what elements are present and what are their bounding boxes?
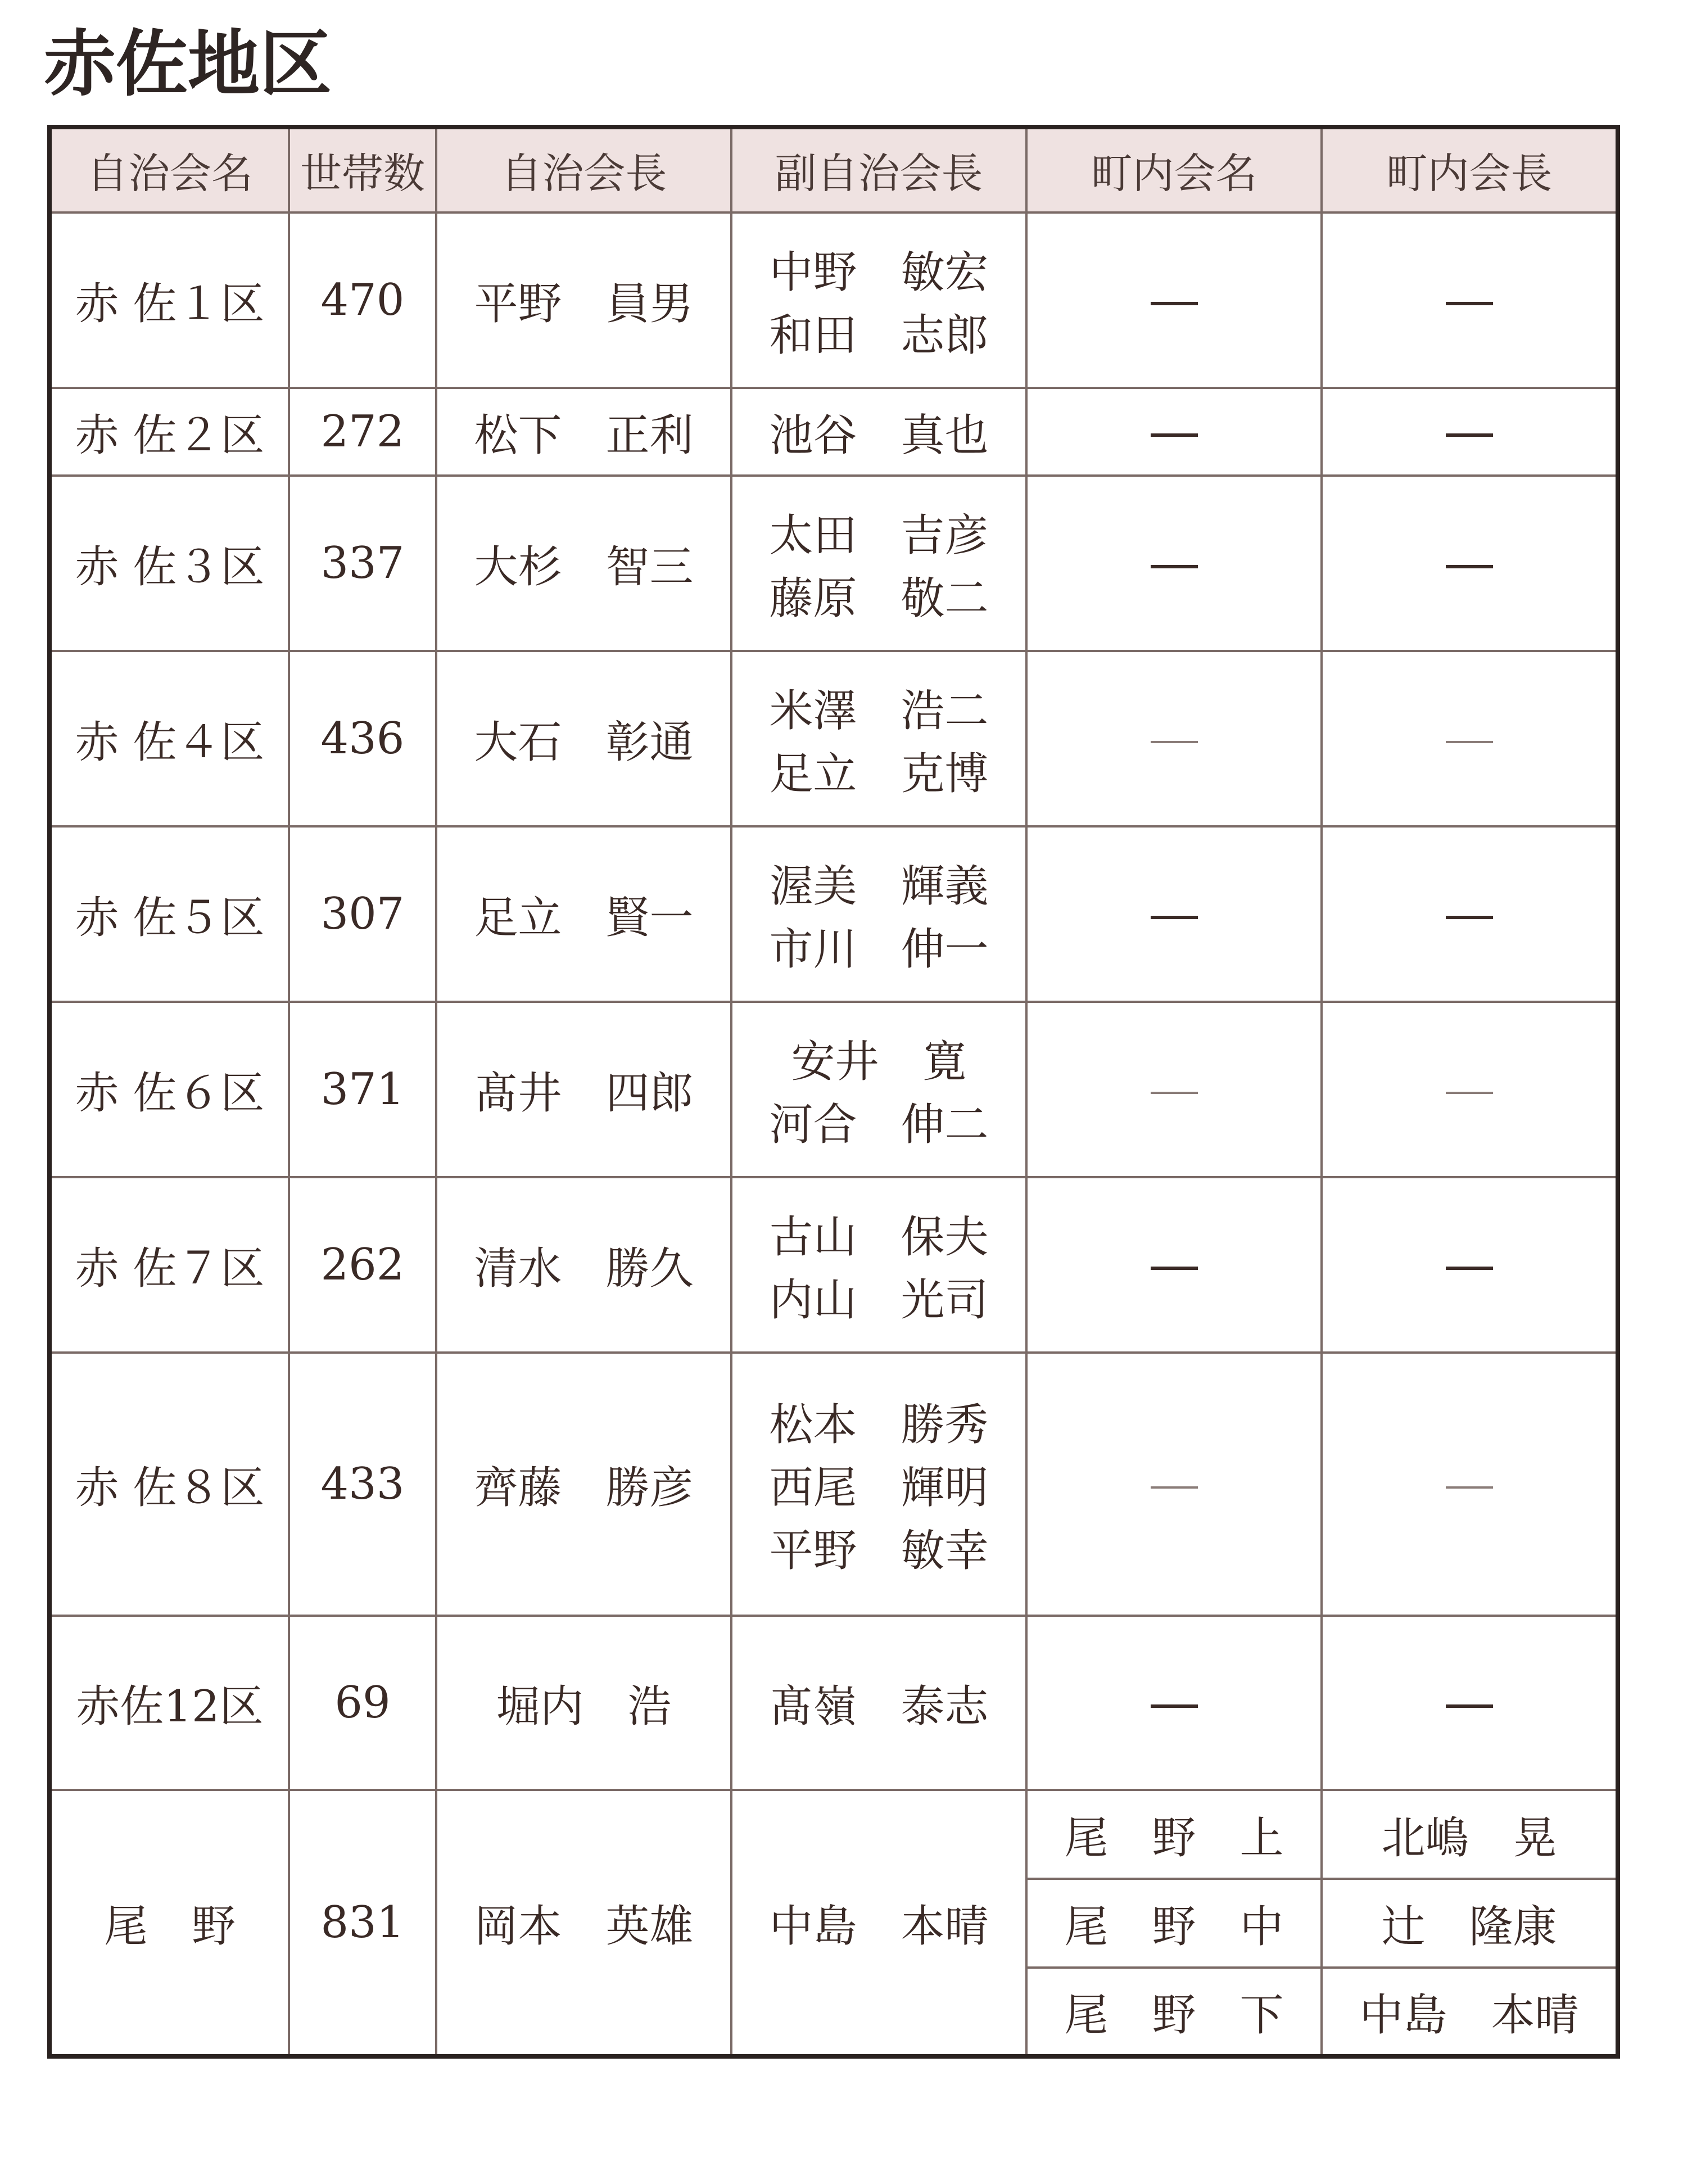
vice-chair-name: 足立 克博 xyxy=(769,749,989,799)
vice-chair-name: 古山 保夫 xyxy=(769,1212,989,1263)
households-cell: 307 xyxy=(289,826,436,1002)
vice-chair-name: 平野 敏幸 xyxy=(769,1526,989,1576)
chair-cell: 足立 賢一 xyxy=(436,826,731,1002)
vice-chair-name: 中野 敏宏 xyxy=(769,247,989,298)
town-name-cell: 尾 野 下 xyxy=(1026,1968,1322,2056)
empty-dash xyxy=(1446,433,1493,437)
town-head-cell: 辻 隆康 xyxy=(1322,1879,1618,1968)
area-name-cell: 赤 佐６区 xyxy=(49,1002,289,1177)
town-head-cell: 中島 本晴 xyxy=(1322,1968,1618,2056)
area-name-cell: 赤 佐７区 xyxy=(49,1177,289,1353)
empty-dash xyxy=(1446,916,1493,919)
vice-chair-cell xyxy=(731,388,1026,476)
area-name-cell: 赤 佐４区 xyxy=(49,651,289,826)
empty-dash xyxy=(1446,302,1493,305)
vice-chair-cell xyxy=(731,1353,1026,1616)
chair-cell: 髙井 四郎 xyxy=(436,1002,731,1177)
chair-cell: 大石 彰通 xyxy=(436,651,731,826)
empty-dash xyxy=(1151,1486,1198,1489)
area-name-cell: 赤 佐２区 xyxy=(49,388,289,476)
chair-cell: 松下 正利 xyxy=(436,388,731,476)
area-table xyxy=(47,125,1620,2059)
vice-chair-name: 西尾 輝明 xyxy=(769,1463,989,1513)
empty-dash xyxy=(1446,565,1493,568)
header-households: 世帯数 xyxy=(289,127,436,212)
vice-chair-cell xyxy=(731,1616,1026,1790)
town-head-cell xyxy=(1322,1353,1618,1616)
town-head-cell xyxy=(1322,476,1618,651)
town-head-cell xyxy=(1322,651,1618,826)
table-row xyxy=(49,212,1618,388)
households-cell: 436 xyxy=(289,651,436,826)
households-cell: 69 xyxy=(289,1616,436,1790)
chair-cell: 堀内 浩 xyxy=(436,1616,731,1790)
empty-dash xyxy=(1446,1267,1493,1270)
town-head-cell xyxy=(1322,1177,1618,1353)
empty-dash xyxy=(1446,1092,1493,1094)
chair-cell: 平野 員男 xyxy=(436,212,731,388)
households-cell: 262 xyxy=(289,1177,436,1353)
table-row xyxy=(49,651,1618,826)
empty-dash xyxy=(1151,302,1198,305)
empty-dash xyxy=(1446,741,1493,743)
vice-chair-name: 中島 本晴 xyxy=(769,1901,989,1952)
table-row xyxy=(49,1353,1618,1616)
households-cell: 433 xyxy=(289,1353,436,1616)
table-row xyxy=(49,1616,1618,1790)
vice-chair-cell xyxy=(731,476,1026,651)
vice-chair-name: 太田 吉彦 xyxy=(769,510,989,561)
area-name-cell: 赤佐12区 xyxy=(49,1616,289,1790)
town-name-cell xyxy=(1026,476,1322,651)
table-row xyxy=(49,1790,1618,1879)
town-head-cell xyxy=(1322,212,1618,388)
vice-chair-name: 藤原 敬二 xyxy=(769,573,989,624)
town-name-cell: 尾 野 上 xyxy=(1026,1790,1322,1879)
households-cell: 470 xyxy=(289,212,436,388)
vice-chair-cell xyxy=(731,1790,1026,2056)
empty-dash xyxy=(1151,1092,1198,1094)
header-row xyxy=(49,127,1618,212)
empty-dash xyxy=(1151,433,1198,437)
table-row xyxy=(49,476,1618,651)
vice-chair-cell xyxy=(731,1002,1026,1177)
vice-chair-name: 米澤 浩二 xyxy=(769,686,989,736)
table-row xyxy=(49,388,1618,476)
empty-dash xyxy=(1151,916,1198,919)
area-name-cell: 尾 野 xyxy=(49,1790,289,2056)
empty-dash xyxy=(1446,1486,1493,1489)
table-row xyxy=(49,1177,1618,1353)
vice-chair-cell xyxy=(731,212,1026,388)
header-area-name: 自治会名 xyxy=(49,127,289,212)
empty-dash xyxy=(1151,1267,1198,1270)
town-head-cell xyxy=(1322,388,1618,476)
header-chair: 自治会長 xyxy=(436,127,731,212)
empty-dash xyxy=(1446,1704,1493,1708)
town-name-cell xyxy=(1026,1616,1322,1790)
area-name-cell: 赤 佐１区 xyxy=(49,212,289,388)
vice-chair-cell xyxy=(731,1177,1026,1353)
town-name-cell xyxy=(1026,651,1322,826)
households-cell: 371 xyxy=(289,1002,436,1177)
households-cell: 337 xyxy=(289,476,436,651)
header-town-head: 町内会長 xyxy=(1322,127,1618,212)
chair-cell: 清水 勝久 xyxy=(436,1177,731,1353)
town-name-cell xyxy=(1026,212,1322,388)
empty-dash xyxy=(1151,741,1198,743)
vice-chair-name: 松本 勝秀 xyxy=(769,1400,989,1450)
vice-chair-cell xyxy=(731,651,1026,826)
town-name-cell xyxy=(1026,1353,1322,1616)
empty-dash xyxy=(1151,565,1198,568)
header-town-name: 町内会名 xyxy=(1026,127,1322,212)
vice-chair-name: 河合 伸二 xyxy=(769,1100,989,1150)
town-head-cell xyxy=(1322,826,1618,1002)
vice-chair-name: 渥美 輝義 xyxy=(769,861,989,912)
table-row xyxy=(49,1002,1618,1177)
town-head-cell: 北嶋 晃 xyxy=(1322,1790,1618,1879)
table-row xyxy=(49,826,1618,1002)
town-name-cell xyxy=(1026,1177,1322,1353)
area-name-cell: 赤 佐８区 xyxy=(49,1353,289,1616)
page-title: 赤佐地区 xyxy=(44,22,332,106)
empty-dash xyxy=(1151,1704,1198,1708)
town-name-cell xyxy=(1026,388,1322,476)
town-name-cell xyxy=(1026,826,1322,1002)
vice-chair-cell xyxy=(731,826,1026,1002)
vice-chair-name: 市川 伸一 xyxy=(769,924,989,975)
chair-cell: 大杉 智三 xyxy=(436,476,731,651)
vice-chair-name: 池谷 真也 xyxy=(769,410,989,461)
households-cell: 831 xyxy=(289,1790,436,2056)
town-name-cell: 尾 野 中 xyxy=(1026,1879,1322,1968)
households-cell: 272 xyxy=(289,388,436,476)
town-head-cell xyxy=(1322,1002,1618,1177)
town-head-cell xyxy=(1322,1616,1618,1790)
chair-cell: 岡本 英雄 xyxy=(436,1790,731,2056)
header-vice-chair: 副自治会長 xyxy=(731,127,1026,212)
vice-chair-name: 内山 光司 xyxy=(769,1275,989,1326)
town-name-cell xyxy=(1026,1002,1322,1177)
vice-chair-name: 髙嶺 泰志 xyxy=(769,1681,989,1732)
area-name-cell: 赤 佐３区 xyxy=(49,476,289,651)
area-name-cell: 赤 佐５区 xyxy=(49,826,289,1002)
vice-chair-name: 安井 寛 xyxy=(791,1037,967,1087)
chair-cell: 齊藤 勝彦 xyxy=(436,1353,731,1616)
vice-chair-name: 和田 志郎 xyxy=(769,310,989,361)
